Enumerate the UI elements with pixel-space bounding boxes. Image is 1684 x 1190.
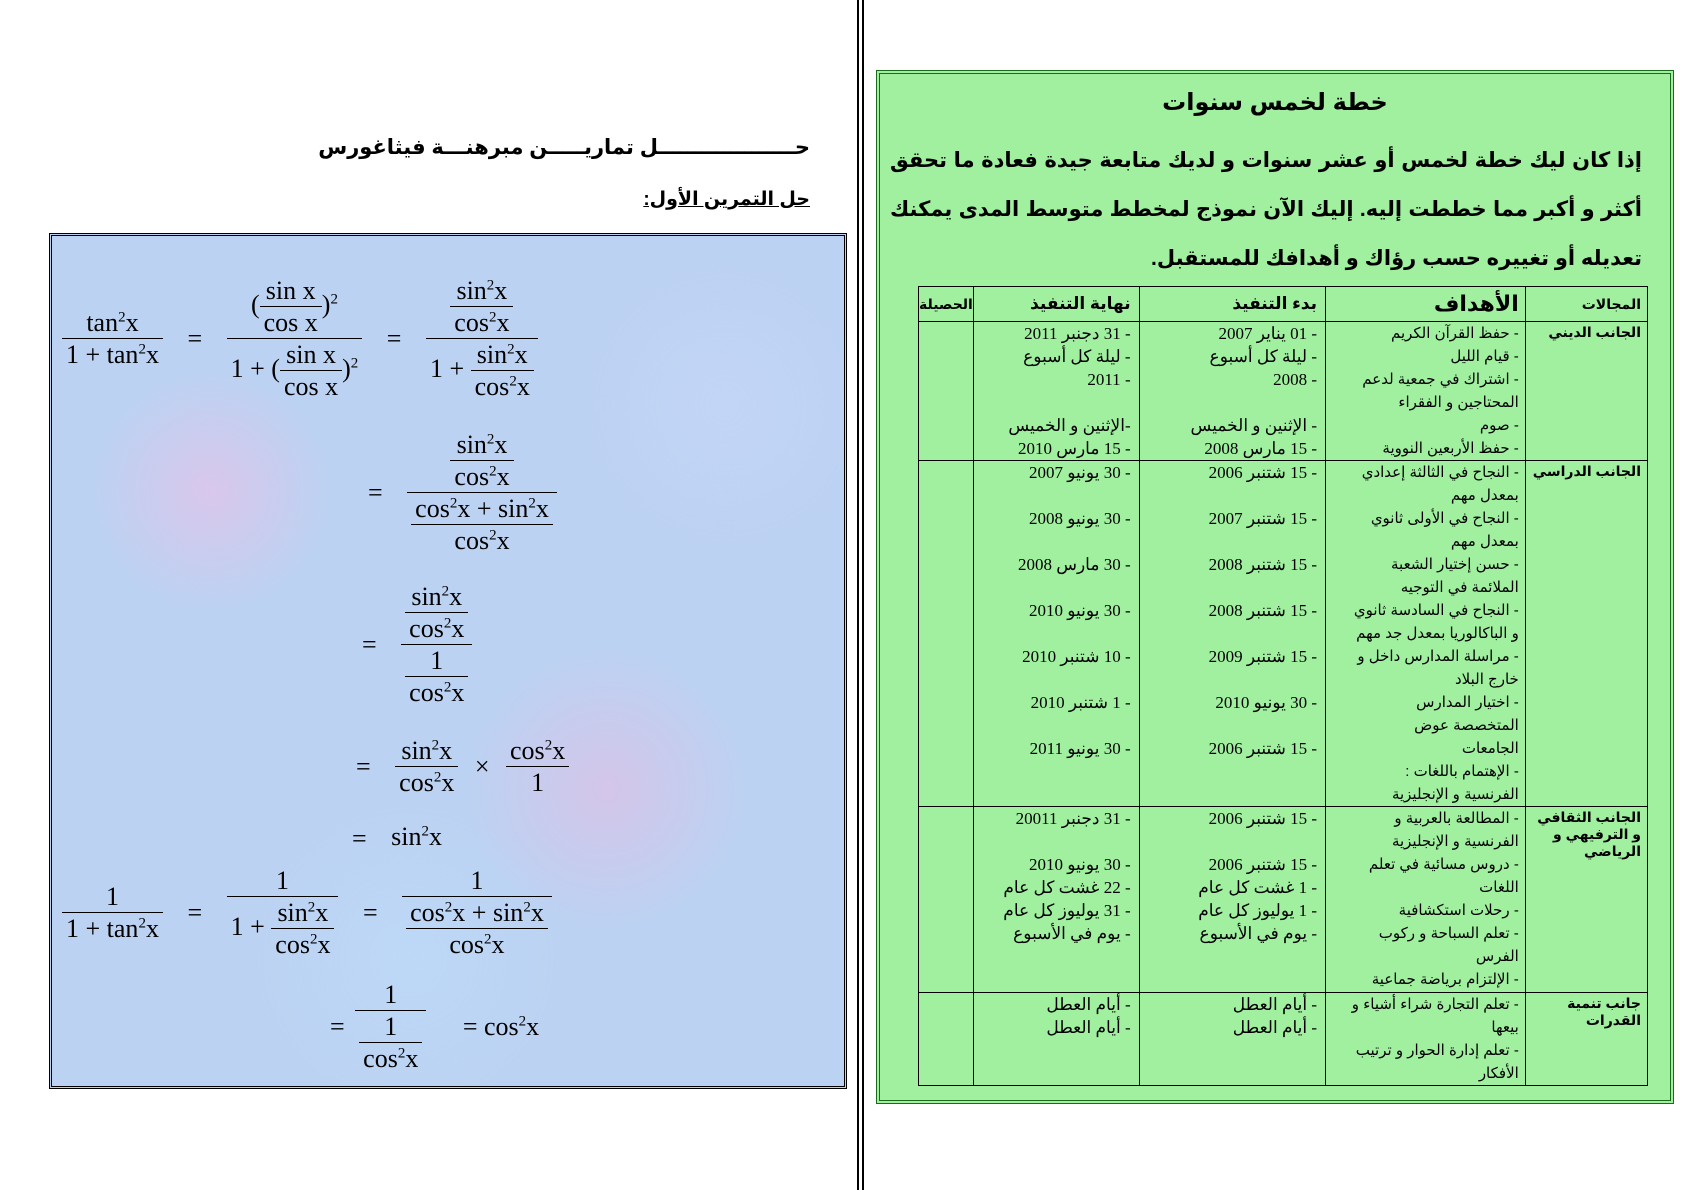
header-result: الحصيلة [919, 287, 974, 322]
goal-line: الجامعات [1461, 740, 1519, 757]
start-date-line [1148, 830, 1317, 853]
goal-line: - المطالعة بالعربية و [1394, 810, 1519, 827]
goal-line: - الإهتمام باللغات : [1405, 763, 1519, 780]
page-divider-inner [862, 0, 864, 1190]
start-date-line: - 15 شتنبر 2008 [1208, 555, 1318, 574]
end-date-line [982, 830, 1131, 853]
goal-line: بمعدل مهم [1450, 533, 1519, 550]
goal-line: - صوم [1479, 417, 1519, 434]
page-divider [857, 0, 859, 1190]
equals-sign: = [352, 824, 367, 854]
start-date-line: - 30 يونيو 2010 [1215, 693, 1318, 712]
first-exercise-heading: حل التمرين الأول: [643, 189, 810, 210]
equation-line-1 [62, 278, 538, 400]
goal-line: و الباكالوريا بمعدل جد مهم [1356, 625, 1519, 642]
goal-line: الفرنسية و الإنجليزية [1391, 786, 1519, 803]
plan-title: خطة لخمس سنوات [1162, 89, 1388, 116]
end-date-line: - 1 شتنبر 2010 [1030, 693, 1131, 712]
fraction: $\frac{\sin^2x}{\cos^2x}$ [395, 738, 458, 796]
fraction: 1 1 + $\frac{\sin^2x}{\cos^2x}$ [227, 868, 339, 958]
goal-line: بيعها [1491, 1019, 1519, 1036]
equals-sign: = [330, 1012, 345, 1041]
equals-sign: = [362, 630, 377, 659]
equation-line-2 [368, 432, 557, 554]
end-date-line: - يوم في الأسبوع [1013, 924, 1131, 943]
fraction: $\frac{\frac{\sin^2x}{\cos^2x}}{\frac{\cos^2x + \sin^2x}{\cos^2x}}$ [407, 432, 557, 554]
end-date-line: - 31 يوليوز كل عام [1003, 901, 1131, 920]
row-result-cell [919, 322, 974, 461]
equation-line-5: = $\sin^2x$ [352, 822, 443, 854]
end-date-line [982, 391, 1131, 414]
header-end: نهاية التنفيذ [973, 287, 1139, 322]
start-date-line: - 15 شتنبر 2007 [1208, 509, 1318, 528]
fraction: $\frac{\frac{\sin^2x}{\cos^2x}}{\frac{1}{\cos^2x}}$ [401, 584, 472, 706]
end-date-line: -الإثنين و الخميس [1008, 416, 1131, 435]
equals-sign: = [368, 478, 383, 507]
plan-table-row [919, 461, 1648, 807]
plan-intro-text: إذا كان ليك خطة لخمس أو عشر سنوات و لديك متابعة جيدة فعادة ما تحقق أكثر و أكبر مما خططت إليه. إليك الآن نموذج لمخطط متوسط المدى يمكنك تعديله أو تغييره حسب رؤاك و أهدافك للمستقبل. [890, 149, 1642, 270]
goal-line: خارج البلاد [1454, 671, 1519, 688]
row-area-label: الجانب الدراسي [1525, 461, 1647, 807]
row-start-cell [1139, 461, 1325, 807]
end-date-line: - 30 مارس 2008 [1017, 555, 1131, 574]
start-date-line [1148, 668, 1317, 691]
goal-line: - تعلم التجارة شراء أشياء و [1351, 996, 1519, 1013]
start-date-line: - أيام العطل [1232, 995, 1318, 1014]
start-date-line: - 15 شتنبر 2006 [1208, 739, 1318, 758]
fraction: $\frac{1}{\frac{\cos^2x + \sin^2x}{\cos^2x}}$ [402, 868, 552, 958]
start-date-line: - ليلة كل أسبوع [1209, 347, 1318, 366]
start-date-line: - 15 شتنبر 2008 [1208, 601, 1318, 620]
end-date-line [982, 576, 1131, 599]
goal-line: - حسن إختيار الشعبة [1391, 556, 1519, 573]
start-date-line: - 01 يناير 2007 [1218, 324, 1318, 343]
row-result-cell [919, 807, 974, 993]
end-date-line [982, 668, 1131, 691]
start-date-line: - 1 يوليوز كل عام [1198, 901, 1318, 920]
end-date-line: - 30 يونيو 2010 [1029, 855, 1131, 874]
goal-line: الفرس [1475, 948, 1519, 965]
end-date-line: - 30 يونيو 2008 [1029, 509, 1131, 528]
end-date-line [982, 484, 1131, 507]
goal-line: - حفظ القرآن الكريم [1390, 325, 1519, 342]
goal-line: - اشتراك في جمعية لدعم [1362, 371, 1519, 388]
equals-sign: = [386, 324, 402, 353]
header-areas: المجالات [1525, 287, 1647, 322]
fraction: $\frac{\tan^2x}{1 + \tan^2x}$ [62, 310, 163, 368]
start-date-line [1148, 484, 1317, 507]
end-date-line: - أيام العطل [1046, 1018, 1131, 1037]
start-date-line: - 15 شتنبر 2009 [1208, 647, 1318, 666]
fraction: ( $\frac{\text{sin x}}{\text{cos x}}$ )$^2$ 1 + ( $\frac{\text{sin x}}{\text{cos x}}$ )$^2$ [227, 278, 363, 400]
equals-sign: = [187, 324, 203, 353]
end-date-line: - 30 يونيو 2011 [1029, 739, 1131, 758]
goal-line: - دروس مسائية في تعلم [1368, 856, 1519, 873]
end-date-line: - 31 دجنبر 20011 [1015, 809, 1131, 828]
start-date-line: - الإثنين و الخميس [1190, 416, 1318, 435]
end-date-line: - 30 يونيو 2007 [1029, 463, 1131, 482]
start-date-line: - 15 شتنبر 2006 [1208, 855, 1318, 874]
end-date-line: - 2011 [1087, 370, 1131, 389]
end-date-line: - 31 دجنبر 2011 [1024, 324, 1131, 343]
row-goals-cell [1326, 461, 1526, 807]
start-date-line: - 1 غشت كل عام [1198, 878, 1318, 897]
start-date-line: - 15 شتنبر 2006 [1208, 809, 1318, 828]
start-date-line [1148, 530, 1317, 553]
header-start: بدء التنفيذ [1139, 287, 1325, 322]
row-start-cell [1139, 993, 1325, 1086]
row-result-cell [919, 993, 974, 1086]
goal-line: - تعلم السباحة و ركوب [1378, 925, 1519, 942]
goal-line: - تعلم إدارة الحوار و ترتيب [1355, 1042, 1519, 1059]
plan-table-row [919, 993, 1648, 1086]
end-date-line: - ليلة كل أسبوع [1023, 347, 1131, 366]
row-end-cell [973, 461, 1139, 807]
row-area-label: الجانب الثقافي و الترفيهي و الرياضي [1525, 807, 1647, 993]
fraction: $\frac{\cos^2x}{1}$ [506, 738, 569, 796]
row-area-label: الجانب الديني [1525, 322, 1647, 461]
fraction: $\frac{1}{\frac{1}{\cos^2x}}$ [355, 982, 426, 1072]
goal-line: - الإلتزام برياضة جماعية [1371, 971, 1519, 988]
goal-line: - مراسلة المدارس داخل و [1357, 648, 1519, 665]
equals-sign: = [356, 752, 371, 781]
end-date-line: - 15 مارس 2010 [1017, 439, 1131, 458]
goal-line: - قيام الليل [1450, 348, 1519, 365]
start-date-line: - 2008 [1273, 370, 1318, 389]
plan-table-row [919, 322, 1648, 461]
equation-line-6 [62, 868, 552, 958]
row-goals-cell [1326, 322, 1526, 461]
start-date-line: - 15 شتنبر 2006 [1208, 463, 1318, 482]
equals-sign: = [362, 898, 378, 927]
end-date-line: - 10 شتنبر 2010 [1022, 647, 1131, 666]
row-start-cell [1139, 322, 1325, 461]
goal-line: الأفكار [1478, 1065, 1519, 1082]
goal-line: المتخصصة عوض [1414, 717, 1519, 734]
goal-line: الفرنسية و الإنجليزية [1391, 833, 1519, 850]
row-end-cell [973, 322, 1139, 461]
end-date-line: - أيام العطل [1046, 995, 1131, 1014]
goal-line: اللغات [1479, 879, 1519, 896]
goal-line: بمعدل مهم [1450, 487, 1519, 504]
end-date-line [982, 530, 1131, 553]
end-date-line [982, 714, 1131, 737]
fraction: $\frac{\sin^2x}{\cos^2x}$ 1 + $\frac{\sin^2x}{\cos^2x}$ [426, 278, 538, 400]
header-goals: الأهداف [1326, 287, 1526, 322]
row-result-cell [919, 461, 974, 807]
equation-line-4 [356, 738, 569, 796]
row-goals-cell [1326, 807, 1526, 993]
start-date-line: - يوم في الأسبوع [1199, 924, 1318, 943]
equation-line-3 [362, 584, 472, 706]
exercise-solutions-title: حـــــــــــــــــــل تماريـــــن مبرهنـــة فيثاغورس [318, 136, 810, 159]
goal-line: الملائمة في التوجيه [1400, 579, 1519, 596]
goal-line: - حفظ الأربعين النووية [1382, 440, 1519, 457]
row-goals-cell [1326, 993, 1526, 1086]
row-end-cell [973, 993, 1139, 1086]
row-end-cell [973, 807, 1139, 993]
end-date-line [982, 622, 1131, 645]
goal-line: - النجاح في الأولى ثانوي [1370, 510, 1519, 527]
start-date-line: - أيام العطل [1232, 1018, 1318, 1037]
plan-table [918, 286, 1648, 1086]
equation-line-7: = $\frac{1}{\frac{1}{\cos^2x}}$ = $\cos^2x$ [330, 980, 540, 1073]
start-date-line [1148, 391, 1317, 414]
goal-line: - النجاح في السادسة ثانوي [1353, 602, 1519, 619]
start-date-line: - 15 مارس 2008 [1204, 439, 1318, 458]
goal-line: - رحلات استكشافية [1398, 902, 1519, 919]
times-sign: × [474, 752, 490, 781]
plan-table-header [919, 287, 1648, 322]
plan-table-row [919, 807, 1648, 993]
row-area-label: جانب تنمية القدرات [1525, 993, 1647, 1086]
start-date-line [1148, 576, 1317, 599]
start-date-line [1148, 714, 1317, 737]
end-date-line: - 30 يونيو 2010 [1029, 601, 1131, 620]
goal-line: - اختيار المدارس [1416, 694, 1519, 711]
row-start-cell [1139, 807, 1325, 993]
goal-line: - النجاح في الثالثة إعدادي [1361, 464, 1519, 481]
start-date-line [1148, 622, 1317, 645]
goal-line: المحتاجين و الفقراء [1398, 394, 1519, 411]
end-date-line: - 22 غشت كل عام [1003, 878, 1131, 897]
equals-sign: = [187, 898, 203, 927]
fraction: $\frac{1}{1 + \tan^2x}$ [62, 884, 163, 942]
